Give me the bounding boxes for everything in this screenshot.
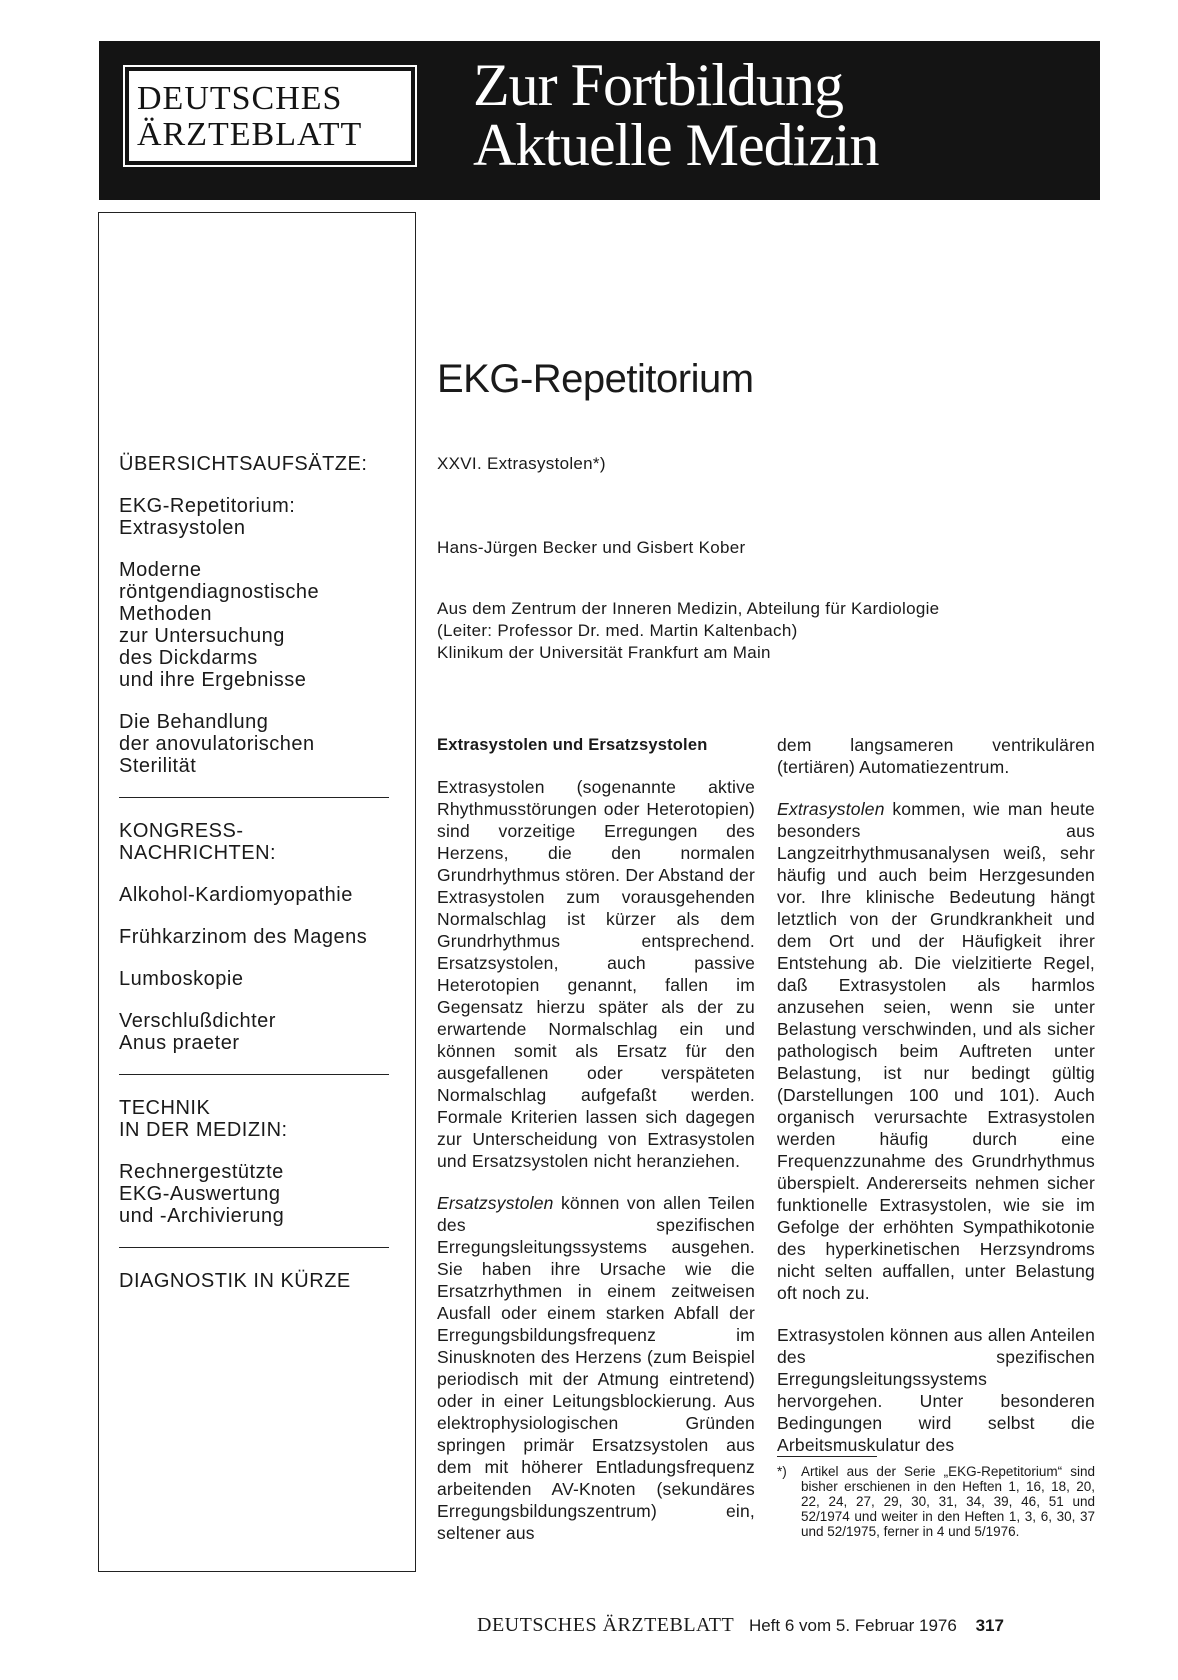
sidebar-item: Alkohol-Kardiomyopathie: [119, 884, 353, 906]
page-footer: [477, 1614, 1004, 1637]
sidebar-item: [119, 1161, 389, 1227]
affiliation-line: Klinikum der Universität Frankfurt am Main: [437, 643, 771, 662]
sidebar-item-line: und -Archivierung: [119, 1205, 285, 1227]
sidebar-divider: [119, 1074, 389, 1075]
sidebar-content: [119, 453, 389, 1312]
sidebar-item-line: röntgendiagnostische: [119, 581, 320, 603]
body-column-right: [777, 734, 1095, 1476]
paragraph: [777, 798, 1095, 1304]
logo-line-2: ÄRZTEBLATT: [137, 116, 363, 153]
masthead-title-line-2: Aktuelle Medizin: [473, 112, 879, 178]
sidebar-item-line: und ihre Ergebnisse: [119, 669, 307, 691]
sidebar-divider: [119, 1247, 389, 1248]
paragraph-text: können von allen Teilen des spezifischen Erregungsleitungssystems ausgehen. Sie haben ihre Ursache wie die Ersatzrhythmen in einem zeitweisen Ausfall oder einem starken Abfall der Erregungsbildungsfrequenz im Sinusknoten des Herzens (zum Beispiel periodisch mit der Atmung eintretend) oder in einer Leitungsblockierung. Aus elektrophysiologischen Gründen springen primär Ersatzsystolen aus dem mit höherer Entladungsfrequenz arbeitenden AV-Knoten (sekundäres Erregungsbildungszentrum) ein, seltener aus: [437, 1193, 755, 1543]
sidebar-item-line: Methoden: [119, 603, 212, 625]
footnote: [777, 1464, 1095, 1539]
paragraph: Extrasystolen können aus allen Anteilen des spezifischen Erregungsleitungssystems hervorgehen. Unter besonderen Bedingungen wird selbst die Arbeitsmuskulatur des: [777, 1325, 1095, 1455]
sidebar-item: Frühkarzinom des Magens: [119, 926, 368, 948]
sidebar-divider: [119, 797, 389, 798]
sidebar-item-line: Moderne: [119, 559, 202, 581]
section-heading: Extrasystolen und Ersatzsystolen: [437, 736, 708, 754]
paragraph-text: kommen, wie man heute besonders aus Langzeitrhythmusanalysen weiß, sehr häufig und auch beim Herzgesunden vor. Ihre klinische Bedeutung hängt letztlich von der Grundkrankheit und dem Ort und der Häufigkeit ihrer Entstehung ab. Die vielzitierte Regel, daß Extrasystolen als harmlos anzusehen seien, wenn sie unter Belastung verschwinden, und als sicher pathologisch beim Auftreten unter Belastung, ist nur bedingt gültig (Darstellungen 100 und 101). Auch organisch verursachte Extrasystolen werden häufig durch eine Frequenzzunahme des Grundrhythmus überspielt. Andererseits nehmen sicher funktionelle Extrasystolen, wie sie im Gefolge der erhöhten Sympathikotonie des hyperkinetischen Herzsyndroms nicht selten auffallen, unter Belastung oft noch zu.: [777, 799, 1095, 1303]
sidebar-item: [119, 1010, 389, 1054]
sidebar-item-line: EKG-Repetitorium:: [119, 495, 296, 517]
affiliation-line: (Leiter: Professor Dr. med. Martin Kaltenbach): [437, 621, 798, 640]
sidebar-item-line: Die Behandlung: [119, 711, 269, 733]
sidebar-item: Lumboskopie: [119, 968, 244, 990]
paragraph-emphasis: Ersatzsystolen: [437, 1193, 554, 1213]
sidebar-item-line: EKG-Auswertung: [119, 1183, 281, 1205]
logo-line-1: DEUTSCHES: [137, 80, 343, 117]
paragraph: [437, 1192, 755, 1544]
body-column-left: [437, 734, 755, 1564]
page-number: 317: [975, 1616, 1004, 1635]
sidebar-item-line: Anus praeter: [119, 1032, 240, 1054]
sidebar-item-line: des Dickdarms: [119, 647, 258, 669]
footnote-mark: *): [777, 1464, 787, 1479]
sidebar-item: [119, 711, 389, 777]
footnote-rule: [777, 1456, 877, 1457]
paragraph: dem langsameren ventrikulären (tertiären) Automatiezentrum.: [777, 735, 1095, 777]
article-title: EKG-Repetitorium: [437, 357, 754, 401]
masthead: [99, 41, 1100, 200]
sidebar-heading-line: KONGRESS-: [119, 820, 244, 842]
sidebar-heading-line: NACHRICHTEN:: [119, 842, 277, 864]
sidebar-heading-line: IN DER MEDIZIN:: [119, 1119, 288, 1141]
contents-sidebar: [98, 212, 416, 1572]
journal-logo: [125, 67, 415, 165]
sidebar-item-line: Verschlußdichter: [119, 1010, 276, 1032]
sidebar-item-line: Rechnergestützte: [119, 1161, 284, 1183]
footnote-text: Artikel aus der Serie „EKG-Repetitorium“ sind bisher erschienen in den Heften 1, 16, 18, 20, 22, 24, 27, 29, 30, 31, 34, 39, 46, 51 und 52/1974 und weiter in den Heften 1, 3, 6, 30, 37 und 52/1975, ferner in 4 und 5/1976.: [801, 1464, 1095, 1539]
sidebar-item: [119, 559, 389, 691]
sidebar-heading-diagnostics: DIAGNOSTIK IN KÜRZE: [119, 1270, 351, 1292]
paragraph-emphasis: Extrasystolen: [777, 799, 885, 819]
article-authors: Hans-Jürgen Becker und Gisbert Kober: [437, 538, 746, 557]
affiliation-line: Aus dem Zentrum der Inneren Medizin, Abteilung für Kardiologie: [437, 599, 940, 618]
sidebar-item-line: Extrasystolen: [119, 517, 246, 539]
sidebar-heading-technology: [119, 1097, 389, 1141]
sidebar-item-line: zur Untersuchung: [119, 625, 285, 647]
paragraph: Extrasystolen (sogenannte aktive Rhythmusstörungen oder Heterotopien) sind vorzeitige Erregungen des Herzens, die den normalen Grundrhythmus stören. Der Abstand der Extrasystolen zum vorausgehenden Normalschlag ist kürzer als dem Grundrhythmus entsprechend. Ersatzsystolen, auch passive Heterotopien genannt, fallen im Gegensatz hierzu später als der zu erwartende Normalschlag ein und können somit als Ersatz für den ausgefallenen oder verspäteten Normalschlag aufgefaßt werden. Formale Kriterien lassen sich dagegen zur Unterscheidung von Extrasystolen und Ersatzsystolen nicht heranziehen.: [437, 777, 755, 1171]
sidebar-item-line: der anovulatorischen: [119, 733, 315, 755]
sidebar-item-line: Sterilität: [119, 755, 197, 777]
sidebar-heading-reviews: ÜBERSICHTSAUFSÄTZE:: [119, 453, 368, 475]
article-subtitle: XXVI. Extrasystolen*): [437, 454, 606, 473]
masthead-title: [473, 52, 879, 178]
masthead-title-line-1: Zur Fortbildung: [473, 52, 843, 118]
sidebar-item: [119, 495, 389, 539]
sidebar-heading-congress: [119, 820, 389, 864]
footer-issue: Heft 6 vom 5. Februar 1976: [748, 1616, 957, 1635]
footer-journal-name: DEUTSCHES ÄRZTEBLATT: [477, 1614, 735, 1636]
sidebar-heading-line: TECHNIK: [119, 1097, 211, 1119]
article-affiliation: [437, 598, 939, 664]
